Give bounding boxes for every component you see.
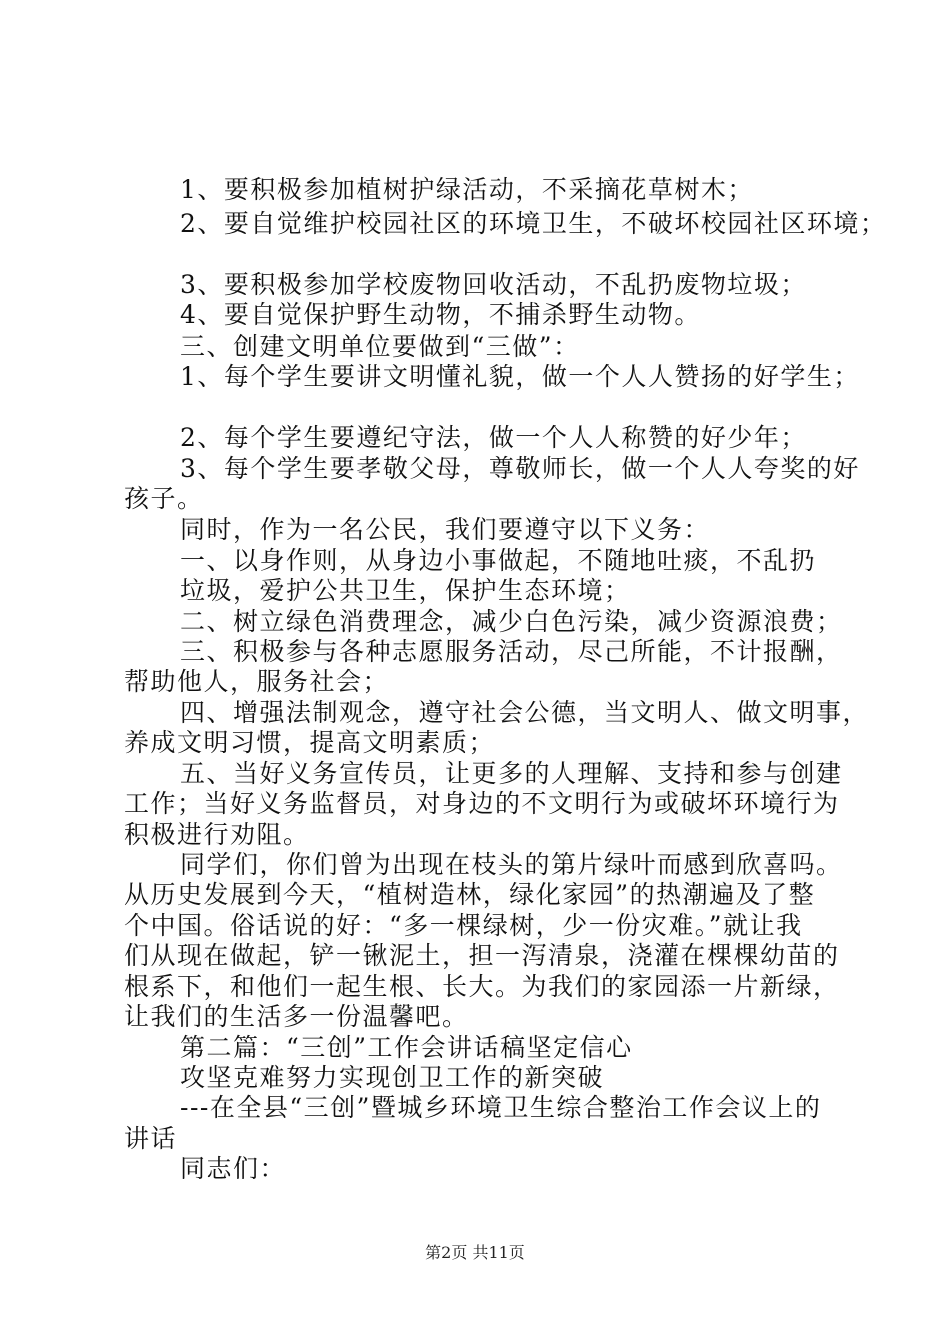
page-number-footer: 第2页 共11页 (425, 1243, 525, 1262)
text-line: 让我们的生活多一份温馨吧。 (124, 1002, 469, 1031)
text-line: 从历史发展到今天，“植树造林，绿化家园”的热潮遍及了整 (124, 880, 816, 909)
text-line: 帮助他人，服务社会； (124, 667, 390, 696)
text-line: 第二篇：“三创”工作会讲话稿坚定信心 (180, 1033, 633, 1062)
text-line: 3、每个学生要孝敬父母，尊敬师长，做一个人人夸奖的好 (180, 454, 860, 483)
text-line: 养成文明习惯，提高文明素质； (124, 728, 496, 757)
text-line: 2、每个学生要遵纪守法，做一个人人称赞的好少年； (180, 423, 807, 452)
text-line: 1、要积极参加植树护绿活动，不采摘花草树木； (180, 175, 754, 204)
text-line: 垃圾，爱护公共卫生，保护生态环境； (180, 576, 631, 605)
text-line: 们从现在做起，铲一锹泥土，担一泻清泉，浇灌在棵棵幼苗的 (124, 941, 840, 970)
text-line: 三、创建文明单位要做到“三做”： (180, 332, 580, 361)
text-line: 工作；当好义务监督员，对身边的不文明行为或破坏环境行为 (124, 789, 840, 818)
text-line: 3、要积极参加学校废物回收活动，不乱扔废物垃圾； (180, 270, 807, 299)
text-line: 2、要自觉维护校园社区的环境卫生，不破坏校园社区环境； (180, 209, 887, 238)
text-line: 攻坚克难努力实现创卫工作的新突破 (180, 1063, 605, 1092)
text-line: 孩子。 (124, 484, 204, 513)
text-line: 三、积极参与各种志愿服务活动，尽己所能，不计报酬， (180, 637, 843, 666)
text-line: 4、要自觉保护野生动物，不捕杀野生动物。 (180, 300, 701, 329)
text-line: 二、树立绿色消费理念，减少白色污染，减少资源浪费； (180, 607, 843, 636)
text-line: 根系下，和他们一起生根、长大。为我们的家园添一片新绿， (124, 972, 840, 1001)
text-line: 同志们： (180, 1154, 287, 1183)
text-line: 1、每个学生要讲文明懂礼貌，做一个人人赞扬的好学生； (180, 362, 860, 391)
text-line: 四、增强法制观念，遵守社会公德，当文明人、做文明事， (180, 698, 870, 727)
text-line: 积极进行劝阻。 (124, 820, 310, 849)
text-line: 一、以身作则，从身边小事做起，不随地吐痰，不乱扔 (180, 546, 817, 575)
text-line: 讲话 (124, 1124, 178, 1153)
text-line: 个中国。俗话说的好：“多一棵绿树，少一份灾难。”就让我 (124, 911, 803, 940)
text-line: 五、当好义务宣传员，让更多的人理解、支持和参与创建 (180, 759, 843, 788)
text-line: ---在全县“三创”暨城乡环境卫生综合整治工作会议上的 (180, 1093, 822, 1122)
text-line: 同时，作为一名公民，我们要遵守以下义务： (180, 515, 711, 544)
text-line: 同学们，你们曾为出现在枝头的第片绿叶而感到欣喜吗。 (180, 850, 843, 879)
